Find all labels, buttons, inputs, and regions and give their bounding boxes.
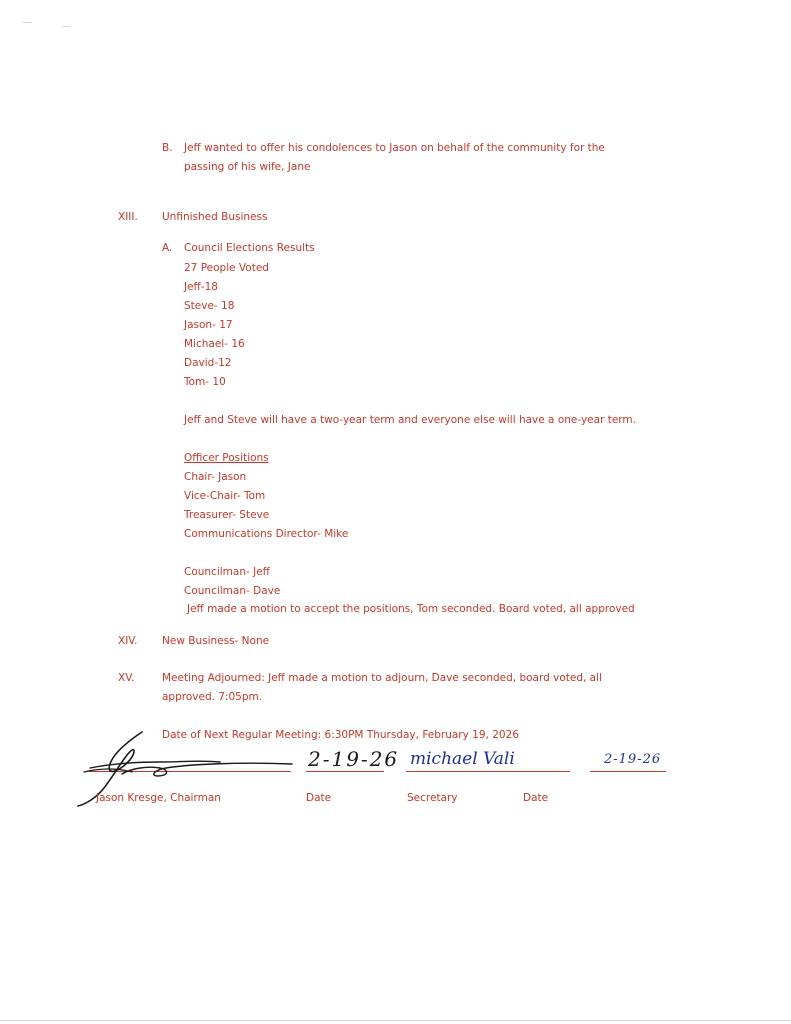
- chair-label: Jason Kresge, Chairman: [96, 792, 221, 804]
- item-b-line2: passing of his wife, Jane: [184, 161, 311, 173]
- officer-vice-chair: Vice-Chair- Tom: [184, 490, 266, 502]
- item-b-marker: B.: [162, 142, 173, 154]
- item-b-line1: Jeff wanted to offer his condolences to Jason on behalf of the community for the: [184, 142, 605, 154]
- officer-chair: Chair- Jason: [184, 471, 247, 483]
- section-xv-line1: Meeting Adjourned: Jeff made a motion to adjourn, Dave seconded, board voted, all: [162, 672, 602, 684]
- secretary-signature-line: [406, 771, 570, 772]
- next-meeting: Date of Next Regular Meeting: 6:30PM Thursday, February 19, 2026: [162, 729, 519, 741]
- votes-total: 27 People Voted: [184, 262, 269, 274]
- term-note: Jeff and Steve will have a two-year term and everyone else will have a one-year term.: [184, 414, 636, 426]
- result-tom: Tom- 10: [184, 376, 226, 388]
- secretary-date-label: Date: [523, 792, 549, 804]
- section-xiv-numeral: XIV.: [118, 635, 138, 647]
- secretary-signature: michael Vali: [410, 749, 515, 769]
- chair-date-label: Date: [306, 792, 332, 804]
- positions-motion: Jeff made a motion to accept the positions, Tom seconded. Board voted, all approved: [187, 603, 635, 615]
- secretary-date-line: [590, 771, 666, 772]
- section-xiii-numeral: XIII.: [118, 211, 138, 223]
- scan-mark: [22, 22, 32, 23]
- section-xv-line2: approved. 7:05pm.: [162, 691, 263, 703]
- result-michael: Michael- 16: [184, 338, 245, 350]
- result-david: David-12: [184, 357, 232, 369]
- item-a-marker: A.: [162, 242, 173, 254]
- section-xiii-title: Unfinished Business: [162, 211, 268, 223]
- result-jeff: Jeff-18: [184, 281, 218, 293]
- councilman-jeff: Councilman- Jeff: [184, 566, 270, 578]
- scan-edge: [0, 1020, 791, 1021]
- section-xv-numeral: XV.: [118, 672, 135, 684]
- chair-date-handwritten: 2-19-26: [308, 747, 400, 771]
- scan-mark: [62, 26, 70, 27]
- secretary-label: Secretary: [407, 792, 458, 804]
- chair-date-line: [306, 771, 384, 772]
- section-xiv-text: New Business- None: [162, 635, 270, 647]
- result-jason: Jason- 17: [184, 319, 233, 331]
- officer-positions-heading: Officer Positions: [184, 452, 269, 464]
- item-a-title: Council Elections Results: [184, 242, 315, 254]
- officer-communications: Communications Director- Mike: [184, 528, 349, 540]
- councilman-dave: Councilman- Dave: [184, 585, 281, 597]
- officer-treasurer: Treasurer- Steve: [184, 509, 270, 521]
- result-steve: Steve- 18: [184, 300, 235, 312]
- secretary-date-handwritten: 2-19-26: [604, 752, 662, 767]
